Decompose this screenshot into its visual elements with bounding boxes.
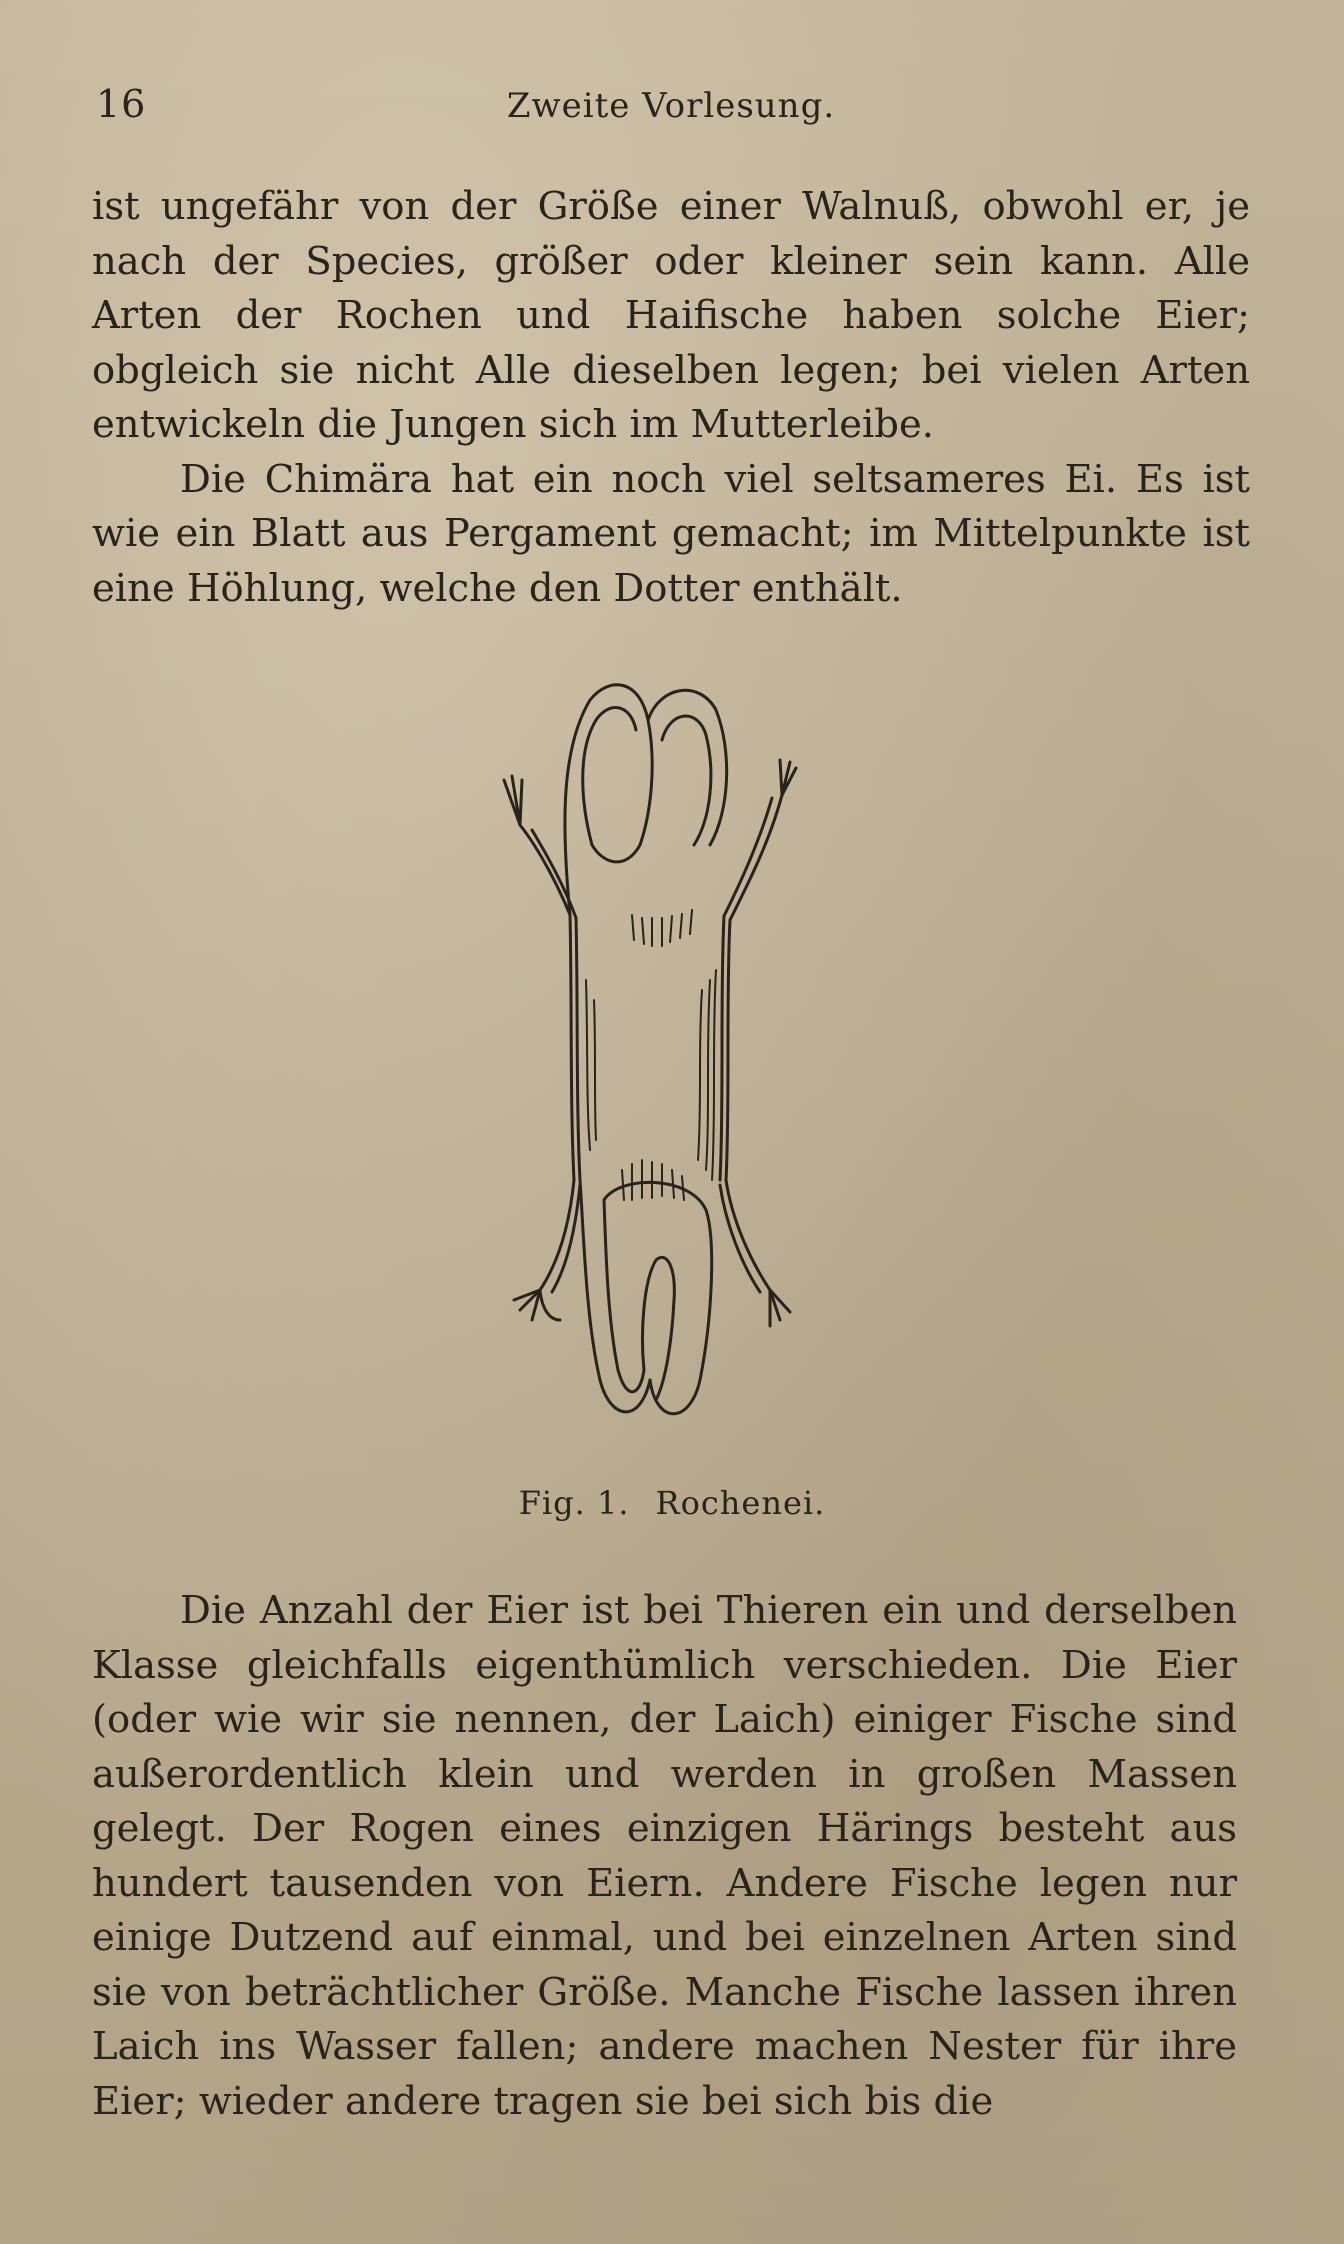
page-number: 16 <box>96 82 147 126</box>
paragraph-chimaera: Die Chimära hat ein noch viel seltsameres Ei. Es ist wie ein Blatt aus Pergament gemacht; im Mittelpunkte ist eine Höhlung, welche den Dotter enthält. <box>92 456 1250 611</box>
skate-egg-illustration <box>480 680 840 1440</box>
paragraph-continuation: ist ungefähr von der Größe einer Walnuß, obwohl er, je nach der Species, größer oder kleiner sein kann. Alle Arten der Rochen und Haifische haben solche Eier; obgleich sie nicht Alle dieselben legen; bei vielen Arten entwickeln die Jungen sich im Mutterleibe. <box>92 184 1250 447</box>
figure-caption <box>0 1484 1344 1522</box>
running-title: Zweite Vorlesung. <box>506 86 836 126</box>
figure-caption-text: Rochenei. <box>655 1484 826 1522</box>
page-header <box>96 82 1246 132</box>
figure-label: Fig. 1. <box>518 1484 630 1522</box>
text-block-top <box>92 180 1250 616</box>
text-block-bottom <box>92 1584 1237 2129</box>
paragraph-egg-count: Die Anzahl der Eier ist bei Thieren ein und derselben Klasse gleichfalls eigenthümlich verschieden. Die Eier (oder wie wir sie nennen, der Laich) einiger Fische sind außerordentlich klein und werden in großen Massen gelegt. Der Rogen eines einzigen Härings besteht aus hundert tausenden von Eiern. Andere Fische legen nur einige Dutzend auf einmal, und bei einzelnen Arten sind sie von beträchtlicher Größe. Manche Fische lassen ihren Laich ins Wasser fallen; andere machen Nester für ihre Eier; wieder andere tragen sie bei sich bis die <box>92 1588 1237 2124</box>
skate-egg-drawing <box>480 680 840 1440</box>
